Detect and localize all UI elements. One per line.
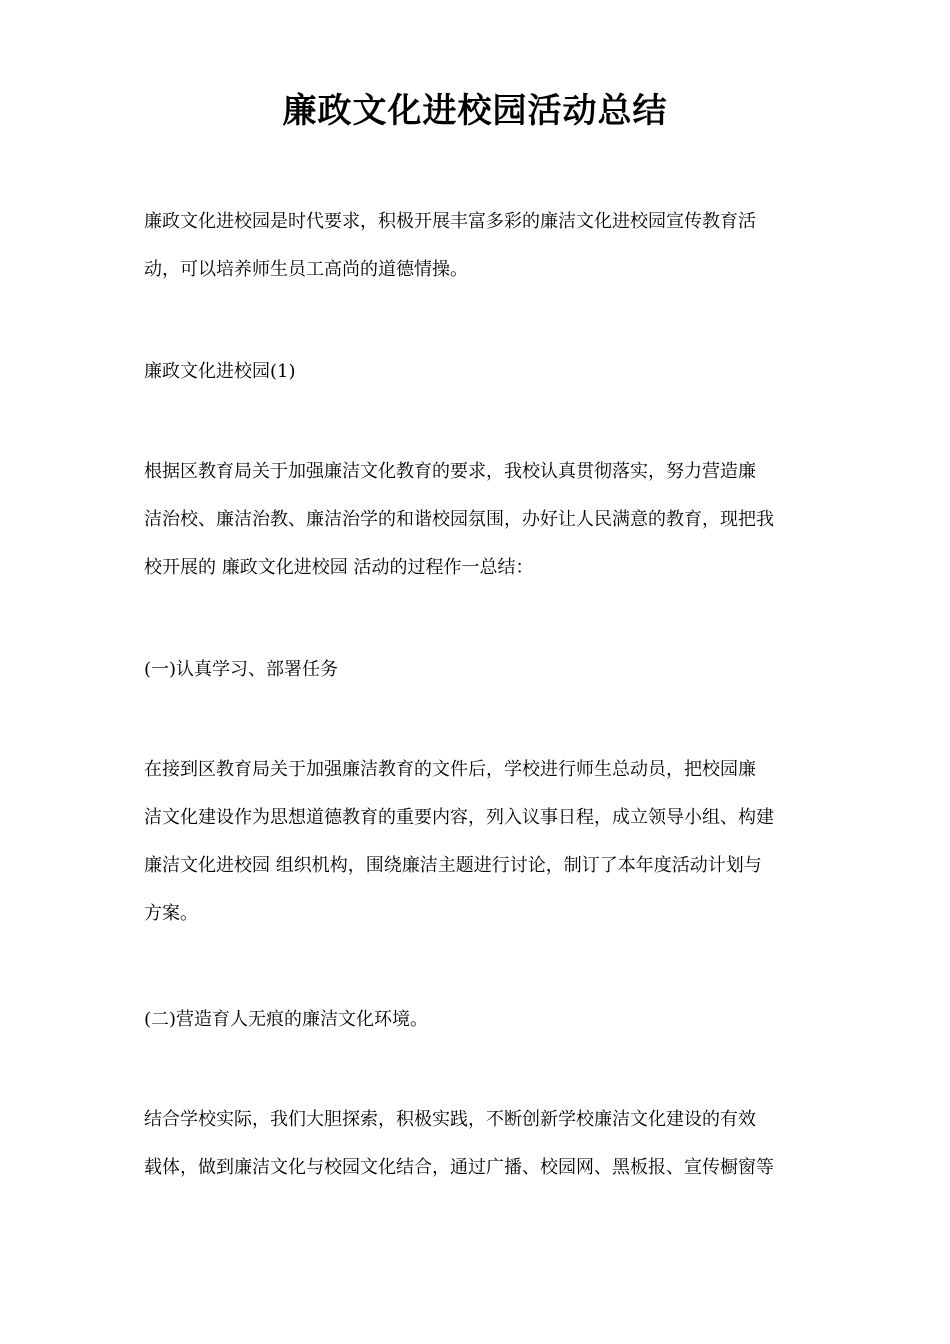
paragraph-line: 载体，做到廉洁文化与校园文化结合，通过广播、校园网、黑板报、宣传橱窗等 — [144, 1157, 774, 1178]
paragraph-background — [144, 448, 820, 592]
paragraph-line: 根据区教育局关于加强廉洁文化教育的要求，我校认真贯彻落实，努力营造廉 — [144, 461, 756, 482]
paragraph-line: 在接到区教育局关于加强廉洁教育的文件后，学校进行师生总动员，把校园廉 — [144, 759, 756, 780]
paragraph-line: 方案。 — [144, 903, 198, 924]
paragraph-environment — [144, 1096, 820, 1192]
paragraph-line: 动，可以培养师生员工高尚的道德情操。 — [144, 259, 468, 280]
paragraph-line: 结合学校实际，我们大胆探索，积极实践，不断创新学校廉洁文化建设的有效 — [144, 1109, 756, 1130]
document-title: 廉政文化进校园活动总结 — [282, 91, 668, 131]
subheading-two — [144, 996, 820, 1044]
paragraph-line: 校开展的 廉政文化进校园 活动的过程作一总结： — [144, 557, 534, 578]
paragraph-intro — [144, 198, 820, 294]
subheading-one — [144, 646, 820, 694]
paragraph-study — [144, 746, 820, 938]
paragraph-line: 廉政文化进校园是时代要求，积极开展丰富多彩的廉洁文化进校园宣传教育活 — [144, 211, 756, 232]
paragraph-line: (一)认真学习、部署任务 — [144, 659, 339, 680]
paragraph-line: (二)营造育人无痕的廉洁文化环境。 — [144, 1009, 429, 1030]
paragraph-line: 廉政文化进校园(1) — [144, 361, 296, 382]
paragraph-line: 洁文化建设作为思想道德教育的重要内容，列入议事日程，成立领导小组、构建 — [144, 807, 774, 828]
paragraph-line: 廉洁文化进校园 组织机构，围绕廉洁主题进行讨论，制订了本年度活动计划与 — [144, 855, 762, 876]
paragraph-line: 洁治校、廉洁治教、廉洁治学的和谐校园氛围，办好让人民满意的教育，现把我 — [144, 509, 774, 530]
section-heading-1 — [144, 348, 820, 396]
